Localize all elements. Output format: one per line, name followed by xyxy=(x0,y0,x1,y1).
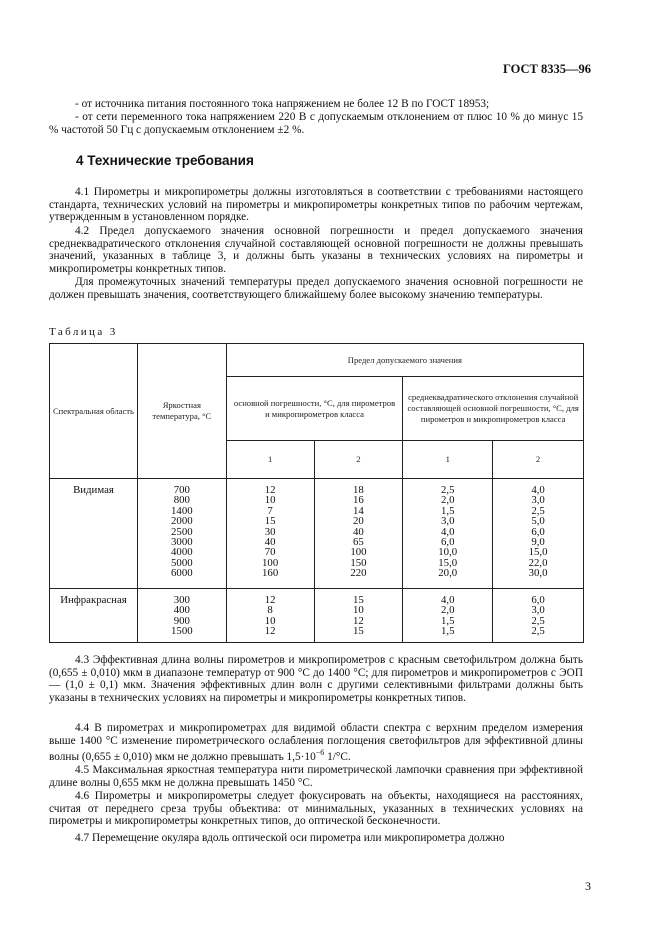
paragraph-4-5: 4.5 Максимальная яркостная температура нити пирометрической лампочки сравнения при эффективной длине волны 0,655 мкм не должна превышать 1450 °С. xyxy=(49,764,583,789)
header-basic-class-2: 2 xyxy=(314,441,403,479)
temps-cell: 700 800 1400 2000 2500 3000 4000 5000 6000 xyxy=(137,479,226,589)
basic-1-cell: 12 8 10 12 xyxy=(226,589,314,643)
section-title: 4 Технические требования xyxy=(76,153,254,168)
table-row xyxy=(50,589,584,643)
header-spectral-region: Спектральная область xyxy=(50,344,138,479)
region-name: Инфракрасная xyxy=(50,589,138,643)
stddev-1-cell: 2,5 2,0 1,5 3,0 4,0 6,0 10,0 15,0 20,0 xyxy=(403,479,493,589)
basic-2-cell: 18 16 14 20 40 65 100 150 220 xyxy=(314,479,403,589)
header-stddev: среднеквадратического отклонения случайной составляющей основной погрешности, °С, для пирометров и микропирометров класса xyxy=(403,377,584,441)
header-limit: Предел допускаемого значения xyxy=(226,344,583,377)
standard-header: ГОСТ 8335—96 xyxy=(502,62,591,76)
p44-text: 4.4 В пирометрах и микропирометрах для видимой области спектра с верхним пределом измерения выше 1400 °С изменение пирометрического ослабления поглощения светофильтров для эффективной длины волны (0,655 ± 0,010) мкм не должно превышать 1,5·10 xyxy=(49,722,583,763)
table-caption: Таблица 3 xyxy=(49,326,118,338)
paragraph-4-4 xyxy=(49,722,583,764)
header-basic-error: основной погрешности, °С, для пирометров и микропирометров класса xyxy=(226,377,403,441)
basic-1-cell: 12 10 7 15 30 40 70 100 160 xyxy=(226,479,314,589)
paragraph-4-3: 4.3 Эффективная длина волны пирометров и микропирометров с красным светофильтром должна быть (0,655 ± 0,010) мкм в диапазоне температур от 900 °С до 1400 °С; для пирометров и микропирометров с ЭОП — (1,0 ± 0,1) мкм. Значения эффективных длин волн с другими селективными фильтрами должны быть указаны в технических условиях на пирометры и микропирометры конкретных типов. xyxy=(49,654,583,704)
paragraph-4-6: 4.6 Пирометры и микропирометры следует фокусировать на объекты, находящиеся на расстояниях, считая от переднего среза трубы объектива: от минимальных, указанных в технических условиях на пирометры и микропирометры конкретных типов, до оптической бесконечности. xyxy=(49,790,583,828)
intro-line-1: - от источника питания постоянного тока напряжением не более 12 В по ГОСТ 18953; xyxy=(75,98,490,110)
header-basic-class-1: 1 xyxy=(226,441,314,479)
header-brightness-temp: Яркостная температура, °С xyxy=(137,344,226,479)
table-3 xyxy=(49,343,584,643)
stddev-1-cell: 4,0 2,0 1,5 1,5 xyxy=(403,589,493,643)
table-row xyxy=(50,479,584,589)
intro-line-2: - от сети переменного тока напряжением 220 В с допускаемым отклонением от плюс 10 % до минус 15 % частотой 50 Гц с допускаемым отклонением ±2 %. xyxy=(49,111,583,136)
stddev-2-cell: 4,0 3,0 2,5 5,0 6,0 9,0 15,0 22,0 30,0 xyxy=(493,479,584,589)
paragraph-4-2-cont: Для промежуточных значений температуры предел допускаемого значения основной погрешности не должен превышать значения, соответствующего ближайшему более высокому значению температуры. xyxy=(49,276,583,301)
paragraph-4-2: 4.2 Предел допускаемого значения основной погрешности и предел допускаемого значения среднеквадратического отклонения случайной составляющей основной погрешности не должны превышать значений, указанных в таблице 3, и должны быть указаны в технических условиях на пирометры и микропирометры конкретных типов. xyxy=(49,225,583,275)
p44-exponent: −6 xyxy=(315,748,325,758)
paragraph-4-7: 4.7 Перемещение окуляра вдоль оптической оси пирометра или микропирометра должно xyxy=(75,832,505,844)
region-name: Видимая xyxy=(50,479,138,589)
page-number: 3 xyxy=(585,879,591,893)
stddev-2-cell: 6,0 3,0 2,5 2,5 xyxy=(493,589,584,643)
paragraph-4-1: 4.1 Пирометры и микропирометры должны изготовляться в соответствии с требованиями настоящего стандарта, технических условий на пирометры и микропирометры конкретных типов по рабочим чертежам, утвержденным в установленном порядке. xyxy=(49,186,583,224)
header-stddev-class-1: 1 xyxy=(403,441,493,479)
p44-unit: 1/°С. xyxy=(324,750,351,763)
temps-cell: 300 400 900 1500 xyxy=(137,589,226,643)
basic-2-cell: 15 10 12 15 xyxy=(314,589,403,643)
header-stddev-class-2: 2 xyxy=(493,441,584,479)
